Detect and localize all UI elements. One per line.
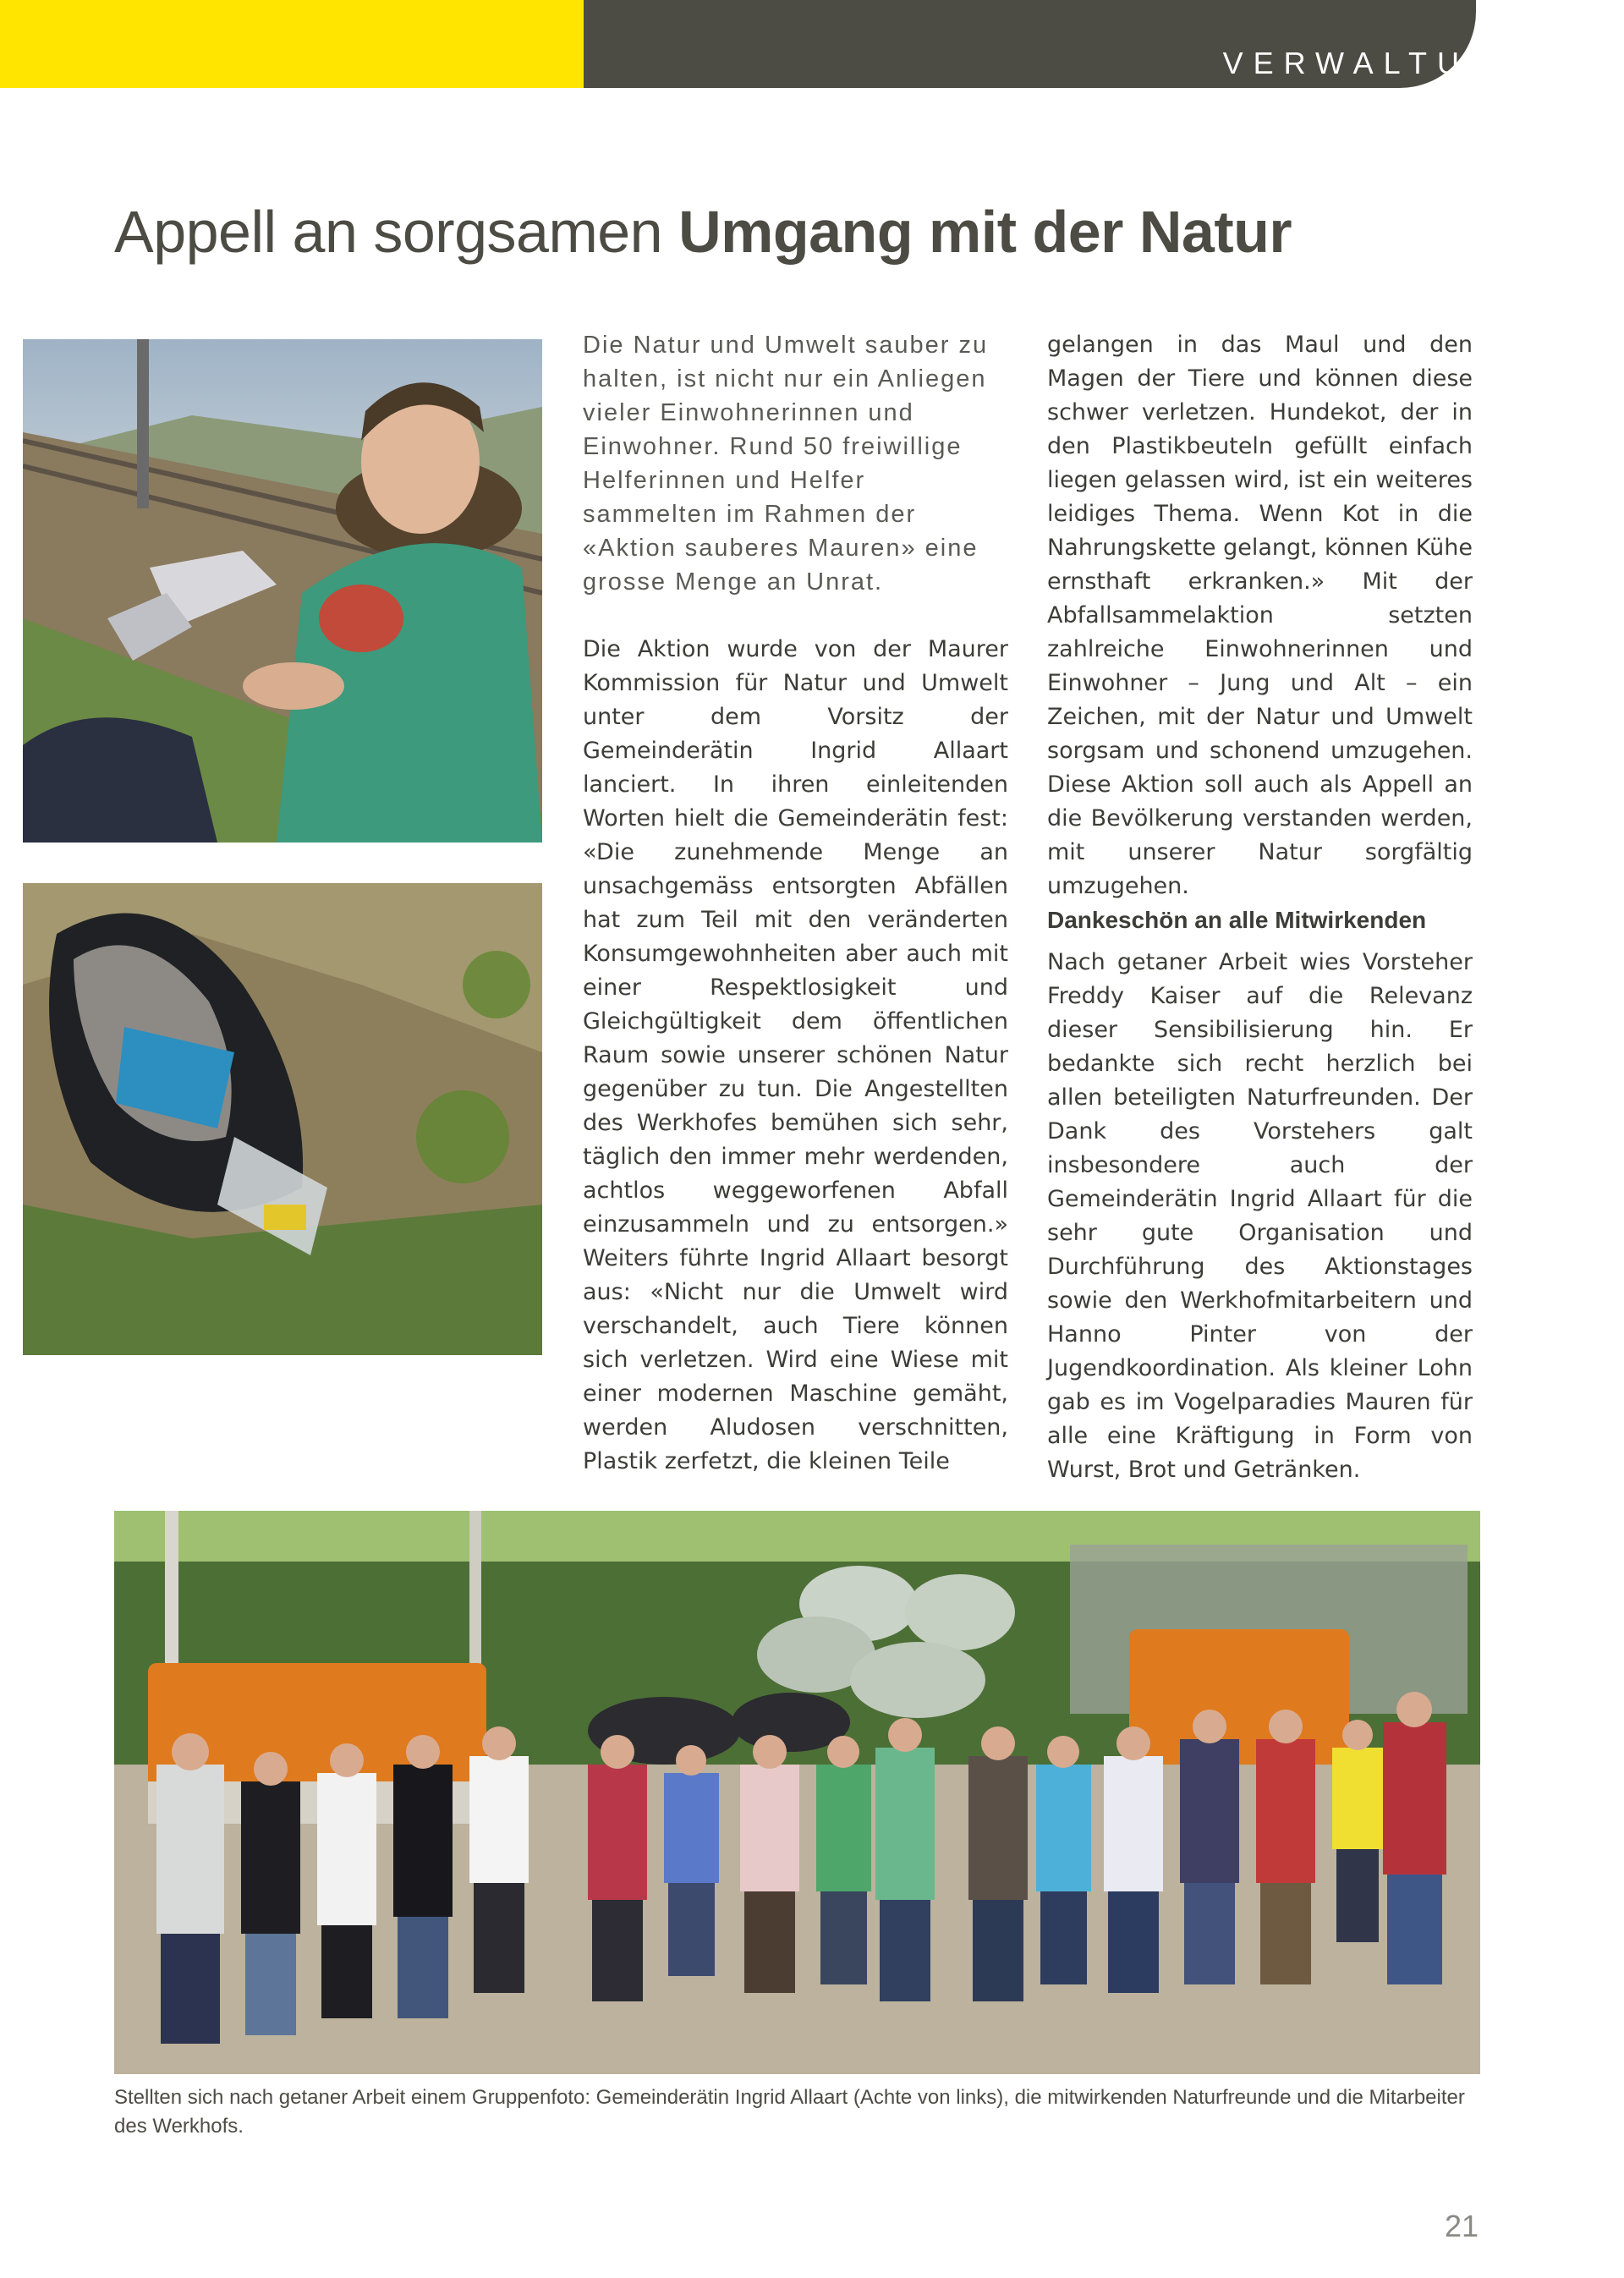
text-column-1 — [583, 328, 1008, 1479]
text-column-2 — [1047, 328, 1473, 1487]
title-bold: Umgang mit der Natur — [678, 199, 1292, 265]
photo-group-volunteers — [114, 1511, 1480, 2074]
header-accent-yellow — [0, 0, 584, 88]
photo-boy-with-litter — [23, 339, 542, 843]
page-number: 21 — [1444, 2209, 1479, 2243]
section-label: VERWALTUNG — [1222, 46, 1535, 80]
title-light: Appell an sorgsamen — [114, 199, 663, 265]
subheading: Dankeschön an alle Mitwirkenden — [1047, 907, 1427, 933]
photo-caption: Stellten sich nach getaner Arbeit einem Gruppenfoto: Gemeinderätin Ingrid Allaart (Achte von links), die mitwirkenden Naturfreunde und die Mitarbeiter des Werkhofs. — [114, 2086, 1465, 2138]
photo-garbage-bag — [23, 883, 542, 1355]
article-title — [114, 198, 1292, 266]
body-paragraph-1: Die Aktion wurde von der Maurer Kommission für Natur und Umwelt unter dem Vorsitz der Gemeinderätin Ingrid Allaart lanciert. In ihren einleitenden Worten hielt die Gemeinderätin fest: «Die zunehmende Menge an unsachgemäss entsorgten Abfällen hat zum Teil mit den veränderten Konsumgewohnheiten aber auch mit einer Respektlosigkeit und Gleichgültigkeit dem öffentlichen Raum sowie unserer schönen Natur gegenüber zu tun. Die Angestellten des Werkhofes bemühen sich sehr, täglich den immer mehr werdenden, achtlos weggeworfenen Abfall einzusammeln und zu entsorgen.» Weiters führte Ingrid Allaart besorgt aus: «Nicht nur die Umwelt wird verschandelt, auch Tiere können sich verletzen. Wird eine Wiese mit einer modernen Maschine gemäht, werden Aludosen verschnitten, Plastik zerfetzt, die kleinen Teile — [583, 636, 1008, 1474]
lead-paragraph: Die Natur und Umwelt sauber zu halten, ist nicht nur ein Anliegen vieler Einwohnerinnen und Einwohner. Rund 50 freiwillige Helferinnen und Helfer sammelten im Rahmen der «Aktion sauberes Mauren» eine grosse Menge an Unrat. — [583, 332, 989, 596]
body-paragraph-1-continued: gelangen in das Maul und den Magen der Tiere und können diese schwer verletzen. Hundekot, der in den Plastikbeuteln gefüllt einfach liegen gelassen wird, ist ein weiteres leidiges Thema. Wenn Kot in die Nahrungskette gelangt, können Kühe ernsthaft erkranken.» Mit der Abfallsammelaktion setzten zahlreiche Einwohnerinnen und Einwohner – Jung und Alt – ein Zeichen, mit der Natur und Umwelt sorgsam und schonend umzugehen. Diese Aktion soll auch als Appell an die Bevölkerung verstanden werden, mit unserer Natur sorgfältig umzugehen. — [1047, 332, 1473, 899]
body-paragraph-2: Nach getaner Arbeit wies Vorsteher Freddy Kaiser auf die Relevanz dieser Sensibilisierung hin. Er bedankte sich recht herzlich bei allen beteiligten Naturfreunden. Der Dank des Vorstehers galt insbesondere auch der Gemeinderätin Ingrid Allaart für die sehr gute Organisation und Durchführung des Aktionstages sowie den Werkhofmitarbeitern und Hanno Pinter von der Jugendkoordination. Als kleiner Lohn gab es im Vogelparadies Mauren für alle eine Kräftigung in Form von Wurst, Brot und Getränken. — [1047, 949, 1473, 1483]
